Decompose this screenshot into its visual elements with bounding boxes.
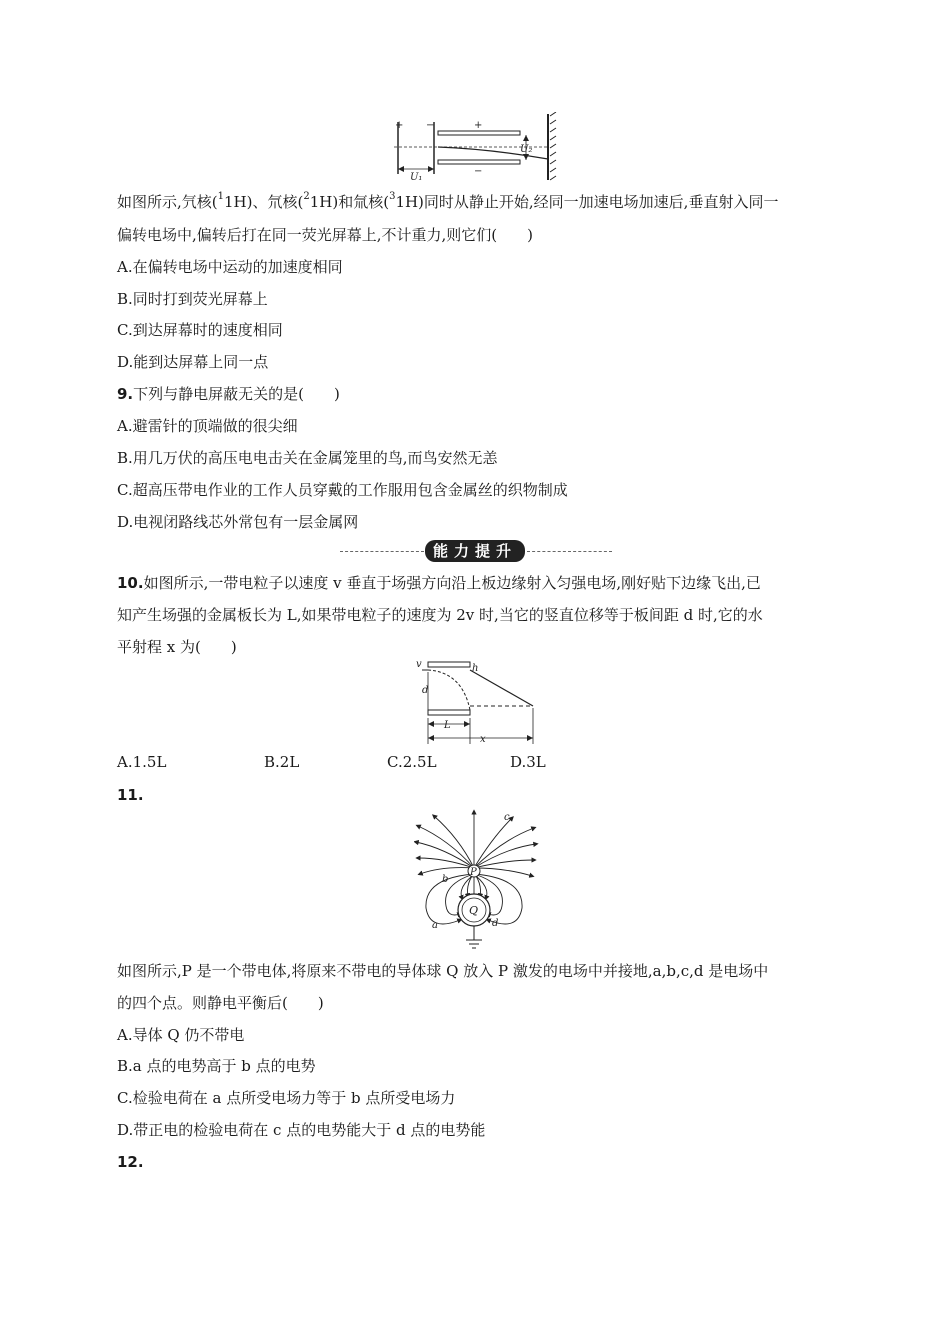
q9-option-c: C.超高压带电作业的工作人员穿戴的工作服用包含金属丝的织物制成 bbox=[117, 481, 568, 499]
q10-options-row bbox=[117, 752, 567, 772]
q11-option-c: C.检验电荷在 a 点所受电场力等于 b 点所受电场力 bbox=[117, 1089, 456, 1107]
section-banner bbox=[340, 540, 612, 562]
u1-label: U₁ bbox=[410, 172, 423, 182]
deflect-plate-minus: − bbox=[474, 166, 483, 177]
q9-option-d: D.电视闭路线芯外常包有一层金属网 bbox=[117, 513, 359, 531]
q10-option-b: B.2L bbox=[264, 753, 300, 771]
q8-option-d: D.能到达屏幕上同一点 bbox=[117, 353, 269, 371]
q12-number: 12. bbox=[117, 1153, 144, 1171]
q11-stem-line1: 如图所示,P 是一个带电体,将原来不带电的导体球 Q 放入 P 激发的电场中并接地,a,b,c,d 是电场中 bbox=[117, 962, 769, 980]
banner-rule-right bbox=[527, 551, 612, 552]
q11-stem-line2: 的四个点。则静电平衡后( ) bbox=[117, 994, 324, 1012]
q10-option-d: D.3L bbox=[510, 753, 546, 771]
a-label: a bbox=[432, 920, 438, 931]
u2-label: U₂ bbox=[520, 144, 533, 155]
b-label: b bbox=[442, 874, 449, 885]
parallel-plate-trajectory-figure bbox=[410, 658, 540, 746]
q9-stem: 9.下列与静电屏蔽无关的是( ) bbox=[117, 385, 340, 403]
q9-option-b: B.用几万伏的高压电电击关在金属笼里的鸟,而鸟安然无恙 bbox=[117, 449, 498, 467]
banner-rule-left bbox=[340, 551, 424, 552]
q8-stem-line1: 如图所示,氕核($^1$1H)、氘核($^2$1H)和氚核($^3$1H)同时从静止开始,经同一加速电场加速后,垂直射入同一 bbox=[117, 191, 779, 211]
h2-mass-number: 2 bbox=[303, 191, 310, 202]
q8-option-c: C.到达屏幕时的速度相同 bbox=[117, 321, 283, 339]
q8-option-b: B.同时打到荧光屏幕上 bbox=[117, 290, 268, 308]
h-label: h bbox=[472, 663, 479, 674]
q10-stem-line3: 平射程 x 为( ) bbox=[117, 638, 237, 656]
P-label: P bbox=[470, 867, 477, 878]
v-label: v bbox=[416, 659, 422, 670]
c-label: c bbox=[504, 812, 510, 823]
q10-stem-line1: 10.如图所示,一带电粒子以速度 v 垂直于场强方向沿上板边缘射入匀强电场,刚好贴下边缘飞出,已 bbox=[117, 574, 761, 592]
q9-option-a: A.避雷针的顶端做的很尖细 bbox=[117, 417, 298, 435]
d-label: d bbox=[492, 918, 499, 929]
h3-mass-number: 3 bbox=[389, 191, 396, 202]
Q-label: Q bbox=[469, 904, 479, 917]
h1-mass-number: 1 bbox=[217, 191, 224, 202]
deflect-plate-plus: + bbox=[474, 120, 483, 131]
q11-option-d: D.带正电的检验电荷在 c 点的电势能大于 d 点的电势能 bbox=[117, 1121, 486, 1139]
q9-number: 9. bbox=[117, 385, 134, 403]
q11-option-a: A.导体 Q 仍不带电 bbox=[117, 1026, 245, 1044]
q10-option-a: A.1.5L bbox=[117, 753, 167, 771]
L-label: L bbox=[444, 720, 451, 731]
q8-stem-line2: 偏转电场中,偏转后打在同一荧光屏幕上,不计重力,则它们( ) bbox=[117, 226, 534, 244]
x-label: x bbox=[480, 734, 486, 745]
q10-stem-line2: 知产生场强的金属板长为 L,如果带电粒子的速度为 2v 时,当它的竖直位移等于板间距 d 时,它的水 bbox=[117, 606, 763, 624]
accel-plate-minus: − bbox=[426, 120, 435, 131]
accel-plate-plus: + bbox=[395, 120, 404, 131]
q11-option-b: B.a 点的电势高于 b 点的电势 bbox=[117, 1057, 316, 1075]
field-lines-figure bbox=[414, 808, 540, 954]
deflection-apparatus-figure bbox=[390, 112, 562, 182]
q10-option-c: C.2.5L bbox=[387, 753, 437, 771]
q10-number: 10. bbox=[117, 574, 144, 592]
q11-number: 11. bbox=[117, 786, 144, 804]
d-label: d bbox=[422, 685, 429, 696]
q8-option-a: A.在偏转电场中运动的加速度相同 bbox=[117, 258, 343, 276]
section-title: 能力提升 bbox=[425, 540, 525, 562]
